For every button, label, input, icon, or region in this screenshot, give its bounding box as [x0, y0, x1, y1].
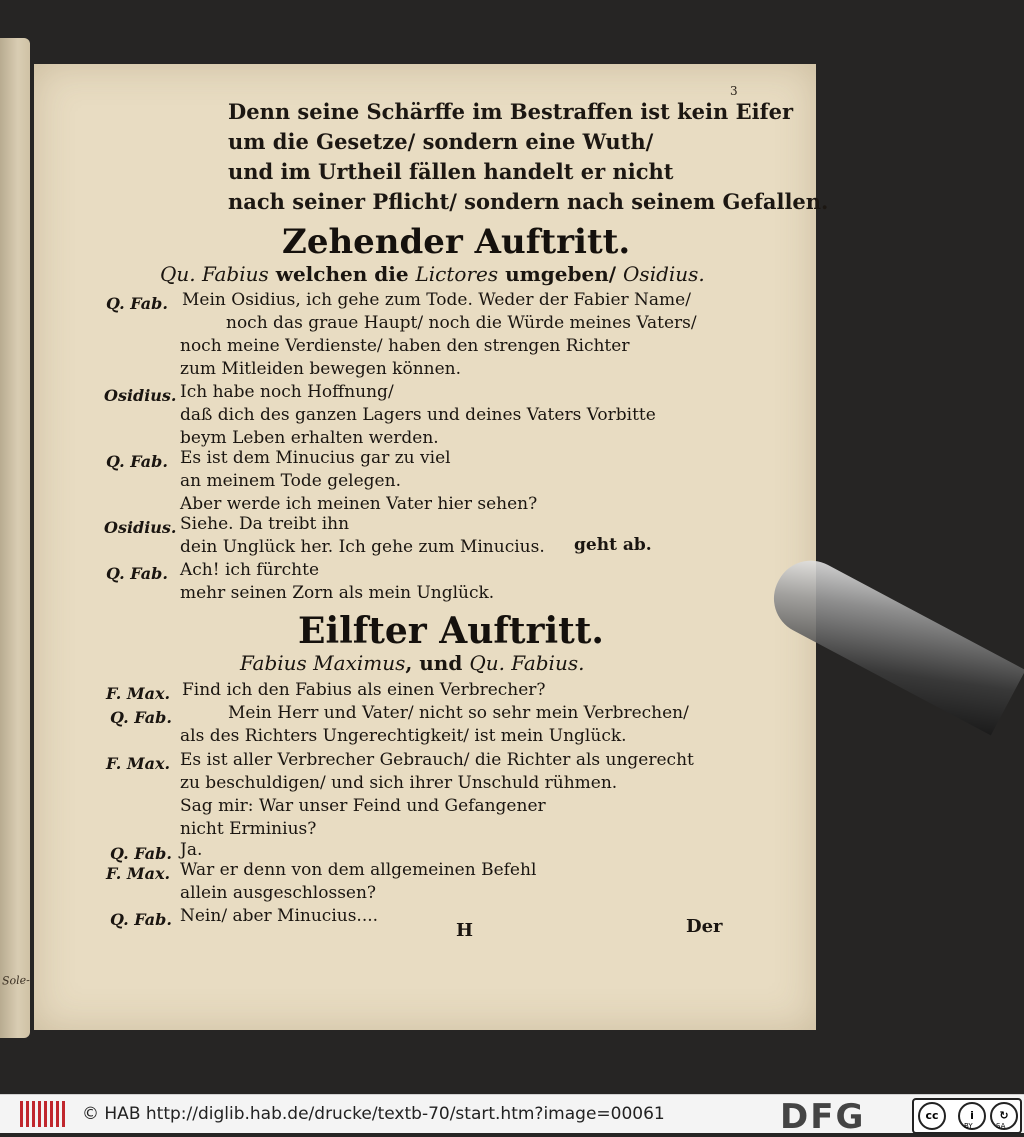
dialogue-line: Es ist dem Minucius gar zu viel: [180, 448, 451, 468]
dialogue-line: nicht Erminius?: [180, 819, 317, 839]
speaker-label: F. Max.: [106, 684, 171, 703]
dialogue-line: zum Mitleiden bewegen können.: [180, 359, 462, 379]
speaker-label: Q. Fab.: [110, 844, 172, 863]
cc-license-badge[interactable]: [912, 1098, 1022, 1134]
cast-name: Lictores: [415, 262, 499, 286]
speaker-label: Q. Fab.: [110, 708, 172, 727]
dialogue-line: beym Leben erhalten werden.: [180, 428, 439, 448]
dfg-logo[interactable]: DFG: [780, 1097, 866, 1137]
dialogue-line: Sag mir: War unser Feind und Gefangener: [180, 796, 546, 816]
stage-direction: geht ab.: [574, 535, 652, 555]
sa-icon: ↻: [990, 1102, 1018, 1130]
cast-text: , und: [405, 651, 470, 675]
cast-list: [240, 651, 584, 675]
catchword: Der: [686, 916, 723, 937]
speaker-label: Q. Fab.: [106, 452, 168, 471]
speaker-label: F. Max.: [106, 754, 171, 773]
speaker-label: Q. Fab.: [106, 564, 168, 583]
speaker-label: Osidius.: [104, 386, 177, 405]
speaker-label: F. Max.: [106, 864, 171, 883]
dialogue-line: Ja.: [180, 840, 203, 860]
verse-line: und im Urtheil fällen handelt er nicht: [228, 159, 674, 184]
speaker-label: Q. Fab.: [106, 294, 168, 313]
dialogue-line: Find ich den Fabius als einen Verbrecher?: [182, 680, 546, 700]
dialogue-line: als des Richters Ungerechtigkeit/ ist mein Unglück.: [180, 726, 627, 746]
dialogue-line: Es ist aller Verbrecher Gebrauch/ die Richter als ungerecht: [180, 750, 694, 770]
cast-name: Qu. Fabius: [160, 262, 269, 286]
cast-name: Fabius Maximus: [240, 651, 406, 675]
dialogue-line: allein ausgeschlossen?: [180, 883, 377, 903]
by-label: BY: [964, 1122, 973, 1130]
cast-text: umgeben/: [498, 262, 624, 286]
dialogue-line: mehr seinen Zorn als mein Unglück.: [180, 583, 495, 603]
cast-name: Osidius.: [623, 262, 705, 286]
facing-page-edge: [0, 38, 30, 1038]
cast-list: [160, 262, 705, 286]
dialogue-line: Aber werde ich meinen Vater hier sehen?: [180, 494, 538, 514]
speaker-label: Q. Fab.: [110, 910, 172, 929]
dialogue-line: Mein Herr und Vater/ nicht so sehr mein Verbrechen/: [228, 703, 689, 723]
scene-title: Eilfter Auftritt.: [298, 610, 604, 652]
cast-text: welchen die: [268, 262, 416, 286]
dialogue-line: Siehe. Da treibt ihn: [180, 514, 350, 534]
cc-icon: cc: [918, 1102, 946, 1130]
signature: H: [456, 920, 474, 941]
hab-logo-icon: [20, 1101, 66, 1127]
dialogue-line: dein Unglück her. Ich gehe zum Minucius.: [180, 537, 545, 557]
dialogue-line: noch das graue Haupt/ noch die Würde meines Vaters/: [226, 313, 697, 333]
viewer-footer: [0, 1094, 1024, 1137]
sa-label: SA: [996, 1122, 1006, 1130]
by-icon: i: [958, 1102, 986, 1130]
opening-verse: [228, 97, 828, 217]
cast-name: Qu. Fabius.: [469, 651, 585, 675]
dialogue-line: zu beschuldigen/ und sich ihrer Unschuld rühmen.: [180, 773, 618, 793]
dialogue-line: Nein/ aber Minucius....: [180, 906, 379, 926]
speaker-label: Osidius.: [104, 518, 177, 537]
dialogue-line: noch meine Verdienste/ haben den strengen Richter: [180, 336, 630, 356]
dialogue-line: daß dich des ganzen Lagers und deines Vaters Vorbitte: [180, 405, 656, 425]
verse-line: nach seiner Pflicht/ sondern nach seinem Gefallen.: [228, 189, 829, 214]
copyright-link[interactable]: © HAB http://diglib.hab.de/drucke/textb-70/start.htm?image=00061: [82, 1104, 665, 1124]
dialogue-line: an meinem Tode gelegen.: [180, 471, 401, 491]
dialogue-line: Mein Osidius, ich gehe zum Tode. Weder der Fabier Name/: [182, 290, 691, 310]
verse-line: Denn seine Schärffe im Bestraffen ist kein Eifer: [228, 99, 794, 124]
facing-page-fragment: Sole-: [1, 973, 31, 988]
verse-line: um die Gesetze/ sondern eine Wuth/: [228, 129, 654, 154]
signature-mark: 3: [730, 84, 738, 98]
dialogue-line: Ich habe noch Hoffnung/: [180, 382, 394, 402]
dialogue-line: Ach! ich fürchte: [180, 560, 320, 580]
scene-title: Zehender Auftritt.: [282, 222, 631, 262]
dialogue-line: War er denn von dem allgemeinen Befehl: [180, 860, 537, 880]
